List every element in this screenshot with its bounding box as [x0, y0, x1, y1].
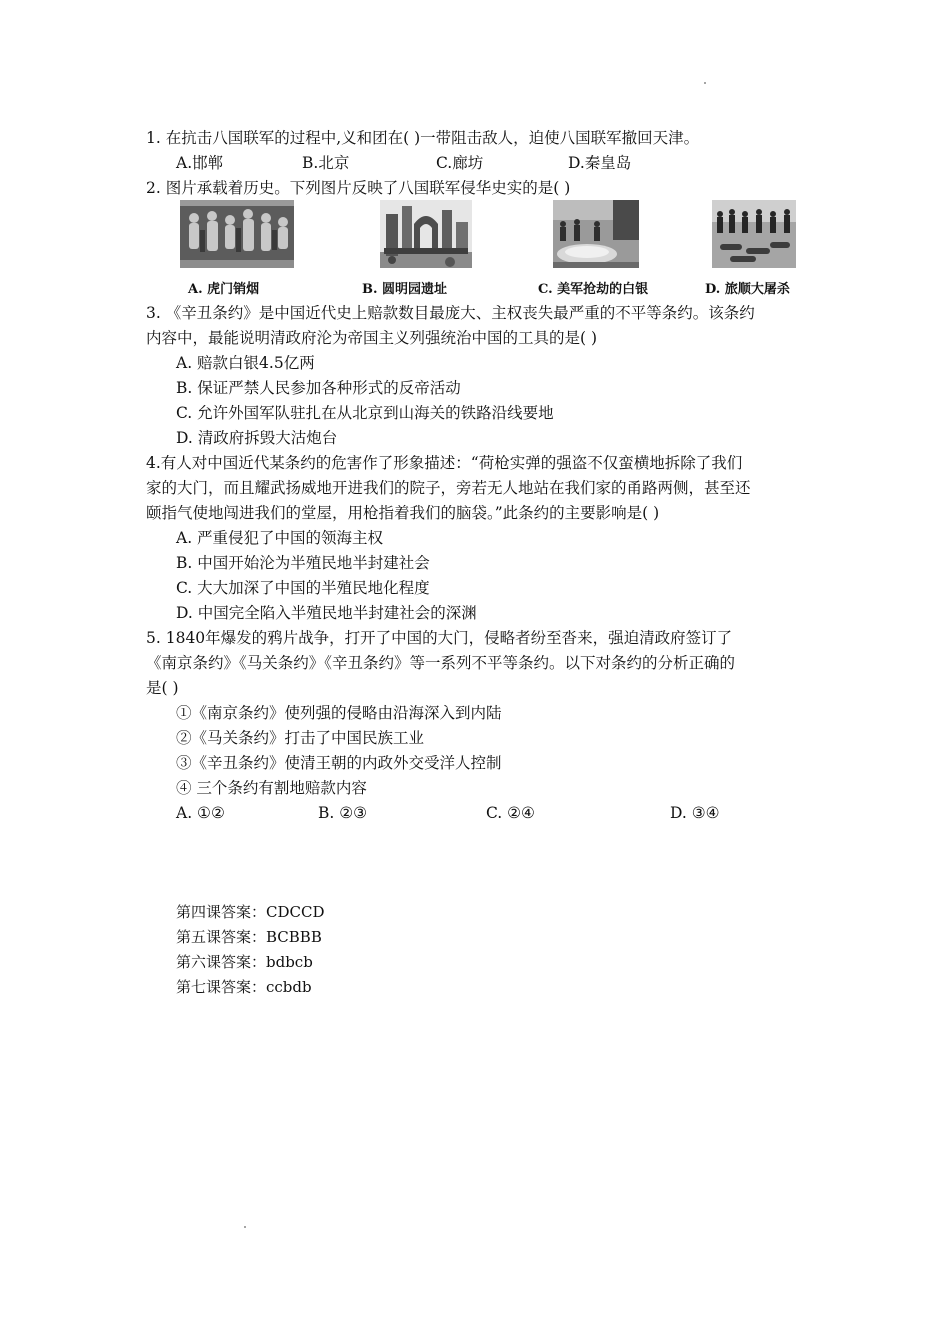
question-4-option-a: A. 严重侵犯了中国的领海主权	[176, 529, 384, 547]
question-4-line-1: 4.有人对中国近代某条约的危害作了形象描述：“荷枪实弹的强盗不仅蛮横地拆除了我们	[146, 454, 743, 472]
answer-key-lesson-6: 第六课答案：bdbcb	[176, 953, 313, 971]
question-3-option-a: A. 赔款白银4.5亿两	[176, 354, 315, 372]
question-4-line-3: 颐指气使地闯进我们的堂屋，用枪指着我们的脑袋。”此条约的主要影响是( )	[146, 504, 660, 522]
image-caption-b: B. 圆明园遗址	[362, 282, 448, 297]
question-5-item-3: ③《辛丑条约》使清王朝的内政外交受洋人控制	[176, 754, 502, 772]
question-3-option-c: C. 允许外国军队驻扎在从北京到山海关的铁路沿线要地	[176, 404, 554, 422]
question-3-option-b: B. 保证严禁人民参加各种形式的反帝活动	[176, 379, 461, 397]
answer-key-lesson-5: 第五课答案：BCBBB	[176, 928, 322, 946]
question-4-option-c: C. 大大加深了中国的半殖民地化程度	[176, 579, 430, 597]
question-4-line-2: 家的大门，而且耀武扬威地开进我们的院子，旁若无人地站在我们家的甬路两侧，甚至还	[146, 479, 751, 497]
question-1-option-b: B.北京	[302, 154, 350, 172]
image-lushun-massacre	[712, 200, 796, 268]
question-5-item-4: ④ 三个条约有割地赔款内容	[176, 779, 367, 797]
question-3-line-1: 3. 《辛丑条约》是中国近代史上赔款数目最庞大、主权丧失最严重的不平等条约。该条约	[146, 304, 755, 322]
question-5-option-b: B. ②③	[318, 804, 368, 822]
question-3-option-d: D. 清政府拆毁大沽炮台	[176, 429, 338, 447]
image-caption-d: D. 旅顺大屠杀	[705, 282, 790, 297]
question-5-line-1: 5. 1840年爆发的鸦片战争，打开了中国的大门，侵略者纷至沓来，强迫清政府签订了	[146, 629, 733, 647]
question-5-item-1: ①《南京条约》使列强的侵略由沿海深入到内陆	[176, 704, 502, 722]
answer-key-lesson-4: 第四课答案：CDCCD	[176, 903, 325, 921]
question-3-line-2: 内容中，最能说明清政府沦为帝国主义列强统治中国的工具的是( )	[146, 329, 598, 347]
answer-key-lesson-7: 第七课答案：ccbdb	[176, 978, 312, 996]
question-5-line-2: 《南京条约》《马关条约》《辛丑条约》等一系列不平等条约。以下对条约的分析正确的	[146, 654, 736, 672]
image-silver-plunder	[553, 200, 639, 268]
question-2-text: 2. 图片承载着历史。下列图片反映了八国联军侵华史实的是( )	[146, 179, 571, 197]
image-humen-relief	[180, 200, 294, 268]
question-5-option-c: C. ②④	[486, 804, 535, 822]
question-1-option-d: D.秦皇岛	[568, 154, 632, 172]
question-1-text: 1. 在抗击八国联军的过程中,义和团在( )一带阻击敌人，迫使八国联军撤回天津。	[146, 129, 700, 147]
question-5-line-3: 是( )	[146, 679, 179, 697]
question-5-option-a: A. ①②	[176, 804, 225, 822]
page-dot-top	[704, 82, 706, 84]
question-5-option-d: D. ③④	[670, 804, 720, 822]
question-4-option-b: B. 中国开始沦为半殖民地半封建社会	[176, 554, 430, 572]
question-1-option-c: C.廊坊	[436, 154, 484, 172]
question-4-option-d: D. 中国完全陷入半殖民地半封建社会的深渊	[176, 604, 477, 622]
page-dot-bottom	[244, 1226, 246, 1228]
question-1-option-a: A.邯郸	[176, 154, 224, 172]
question-5-item-2: ②《马关条约》打击了中国民族工业	[176, 729, 425, 747]
image-caption-a: A. 虎门销烟	[188, 282, 260, 297]
image-yuanmingyuan-ruins	[380, 200, 472, 268]
image-caption-c: C. 美军抢劫的白银	[538, 282, 649, 297]
